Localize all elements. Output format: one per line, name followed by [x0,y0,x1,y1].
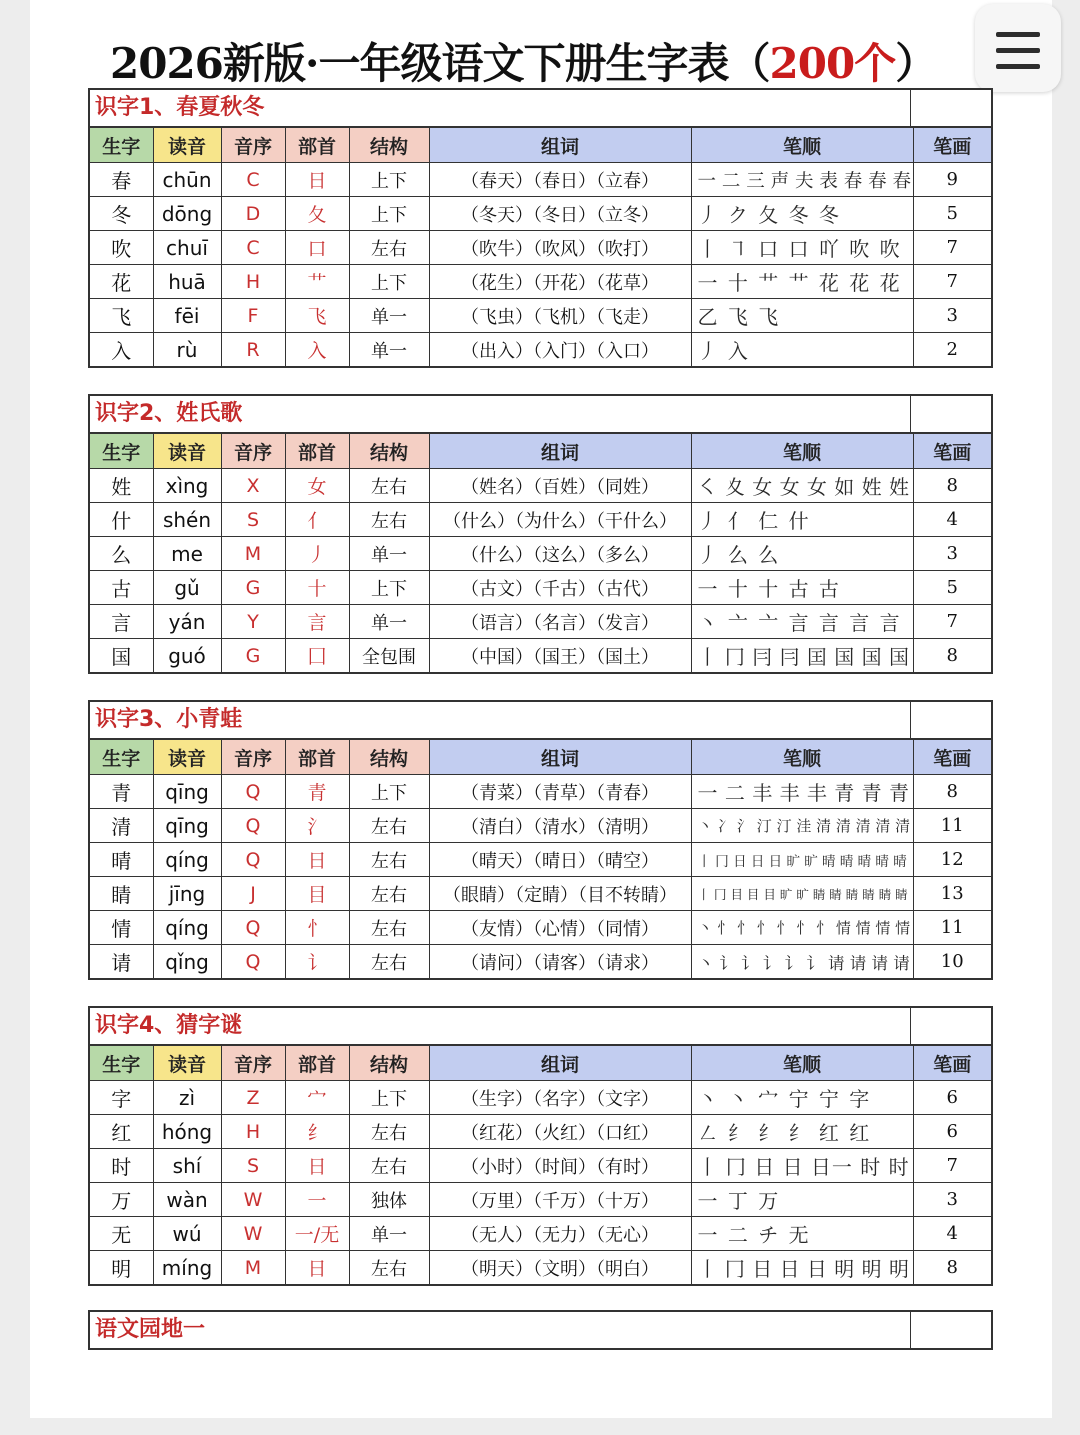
cell-pinyin: jīng [153,877,221,911]
cell-char: 晴 [90,843,153,877]
cell-char: 飞 [90,299,153,333]
table-row [90,571,991,605]
cell-pinyin: dōng [153,197,221,231]
cell-radical: 入 [285,333,349,367]
cell-words: （语言）（名言）（发言） [429,605,691,639]
cell-order: G [221,639,285,673]
column-header-strokes: 笔画 [913,1046,991,1081]
cell-strokes: 13 [913,877,991,911]
cell-char: 姓 [90,469,153,503]
cell-radical: 氵 [285,809,349,843]
cell-structure: 左右 [349,1149,429,1183]
cell-strokes: 6 [913,1081,991,1115]
column-header-char: 生字 [90,740,153,775]
lesson-section [88,88,993,368]
cell-words: （晴天）（晴日）（晴空） [429,843,691,877]
cell-radical: 女 [285,469,349,503]
cell-pinyin: shí [153,1149,221,1183]
column-header-radical: 部首 [285,434,349,469]
cell-char: 万 [90,1183,153,1217]
cell-strokes: 11 [913,911,991,945]
cell-words: （红花）（火红）（口红） [429,1115,691,1149]
cell-structure: 上下 [349,775,429,809]
table-row [90,299,991,333]
cell-order: Q [221,775,285,809]
column-header-order: 音序 [221,1046,285,1081]
lesson-section-next [88,1310,993,1350]
table-row [90,163,991,197]
cell-structure: 单一 [349,605,429,639]
lesson-title: 语文园地一 [95,1317,206,1342]
cell-radical: 忄 [285,911,349,945]
cell-structure: 左右 [349,469,429,503]
column-header-structure: 结构 [349,434,429,469]
column-header-stroke-order: 笔顺 [691,740,913,775]
cell-order: Q [221,843,285,877]
cell-strokes: 7 [913,1149,991,1183]
page-title [110,36,990,96]
lesson-header [90,396,991,433]
cell-order: G [221,571,285,605]
cell-strokes: 9 [913,163,991,197]
table-row [90,1115,991,1149]
cell-structure: 左右 [349,809,429,843]
table-row [90,809,991,843]
column-header-order: 音序 [221,434,285,469]
cell-radical: 夂 [285,197,349,231]
cell-stroke-order: 丿 么 么 [691,537,913,571]
column-header-structure: 结构 [349,128,429,163]
cell-structure: 上下 [349,265,429,299]
cell-words: （春天）（春日）（立春） [429,163,691,197]
cell-order: F [221,299,285,333]
lesson-title: 识字2、姓氏歌 [95,401,243,426]
cell-char: 国 [90,639,153,673]
table-row [90,1183,991,1217]
cell-stroke-order: 丨 冂 日 日 日 旷 旷 晴 晴 晴 晴 晴 [691,843,913,877]
lesson-header-blank [910,396,991,432]
cell-pinyin: wú [153,1217,221,1251]
column-header-words: 组词 [429,740,691,775]
lesson-header [90,90,991,127]
menu-icon-bar [996,64,1040,69]
cell-strokes: 6 [913,1115,991,1149]
cell-radical: 宀 [285,1081,349,1115]
cell-char: 红 [90,1115,153,1149]
table-row [90,1251,991,1285]
menu-button[interactable] [975,4,1061,92]
lesson-header [90,702,991,739]
cell-stroke-order: 丶 忄 忄 忄 忄 忄 忄 情 情 情 情 [691,911,913,945]
table-row [90,775,991,809]
cell-stroke-order: 丨 冂 冃 冃 囯 国 国 国 [691,639,913,673]
cell-order: W [221,1217,285,1251]
cell-radical: 日 [285,1149,349,1183]
cell-pinyin: wàn [153,1183,221,1217]
cell-stroke-order: 丨 冂 日 日 日 明 明 明 [691,1251,913,1285]
cell-strokes: 7 [913,605,991,639]
cell-words: （清白）（清水）（清明） [429,809,691,843]
cell-radical: 言 [285,605,349,639]
cell-char: 什 [90,503,153,537]
cell-pinyin: qǐng [153,945,221,979]
cell-stroke-order: ㇛ 夊 女 女 女 如 姓 姓 [691,469,913,503]
cell-strokes: 2 [913,333,991,367]
cell-stroke-order: 一 十 十 古 古 [691,571,913,605]
cell-words: （友情）（心情）（同情） [429,911,691,945]
cell-structure: 上下 [349,571,429,605]
column-header-words: 组词 [429,434,691,469]
cell-strokes: 11 [913,809,991,843]
lesson-section [88,394,993,674]
cell-char: 春 [90,163,153,197]
cell-order: H [221,265,285,299]
cell-pinyin: guó [153,639,221,673]
column-header-strokes: 笔画 [913,740,991,775]
column-header-radical: 部首 [285,1046,349,1081]
cell-structure: 左右 [349,877,429,911]
cell-stroke-order: 丶 讠 讠 讠 讠 讠 请 请 请 请 [691,945,913,979]
cell-char: 吹 [90,231,153,265]
cell-structure: 左右 [349,503,429,537]
cell-pinyin: fēi [153,299,221,333]
column-header-words: 组词 [429,1046,691,1081]
table-row [90,877,991,911]
column-header-structure: 结构 [349,1046,429,1081]
table-header-row [90,1046,991,1081]
cell-pinyin: míng [153,1251,221,1285]
table-row [90,1149,991,1183]
table-row [90,469,991,503]
cell-words: （青菜）（青草）（青春） [429,775,691,809]
column-header-order: 音序 [221,740,285,775]
cell-radical: 丿 [285,537,349,571]
cell-strokes: 8 [913,469,991,503]
cell-strokes: 3 [913,1183,991,1217]
cell-radical: 亻 [285,503,349,537]
cell-words: （明天）（文明）（明白） [429,1251,691,1285]
cell-order: C [221,231,285,265]
cell-structure: 单一 [349,299,429,333]
cell-char: 言 [90,605,153,639]
cell-pinyin: qíng [153,911,221,945]
cell-char: 古 [90,571,153,605]
cell-pinyin: xìng [153,469,221,503]
cell-stroke-order: 丨 冂 日 日 日一 时 时 [691,1149,913,1183]
cell-pinyin: chūn [153,163,221,197]
cell-char: 冬 [90,197,153,231]
cell-strokes: 8 [913,639,991,673]
cell-structure: 左右 [349,843,429,877]
cell-pinyin: huā [153,265,221,299]
cell-words: （飞虫）（飞机）（飞走） [429,299,691,333]
cell-order: C [221,163,285,197]
cell-pinyin: rù [153,333,221,367]
cell-char: 青 [90,775,153,809]
cell-structure: 上下 [349,163,429,197]
column-header-pinyin: 读音 [153,128,221,163]
table-row [90,1217,991,1251]
cell-pinyin: yán [153,605,221,639]
lesson-header-blank [910,90,991,126]
cell-stroke-order: 丿 入 [691,333,913,367]
character-table [90,433,991,672]
title-end: ） [895,39,937,88]
cell-pinyin: shén [153,503,221,537]
cell-strokes: 7 [913,265,991,299]
table-row [90,843,991,877]
cell-strokes: 3 [913,537,991,571]
cell-stroke-order: 乙 飞 飞 [691,299,913,333]
cell-stroke-order: 一 丁 万 [691,1183,913,1217]
lesson-header-blank [910,1312,991,1348]
cell-radical: 艹 [285,265,349,299]
cell-order: S [221,1149,285,1183]
cell-order: X [221,469,285,503]
cell-radical: 讠 [285,945,349,979]
column-header-stroke-order: 笔顺 [691,128,913,163]
table-row [90,605,991,639]
cell-stroke-order: 丶 丶 宀 宁 宁 字 [691,1081,913,1115]
cell-radical: 日 [285,843,349,877]
cell-radical: 口 [285,231,349,265]
cell-strokes: 4 [913,503,991,537]
cell-words: （小时）（时间）（有时） [429,1149,691,1183]
cell-pinyin: qíng [153,843,221,877]
lesson-header-blank [910,1008,991,1044]
cell-pinyin: gǔ [153,571,221,605]
lesson-header [90,1008,991,1045]
cell-order: Z [221,1081,285,1115]
column-header-pinyin: 读音 [153,1046,221,1081]
cell-words: （什么）（这么）（多么） [429,537,691,571]
cell-structure: 左右 [349,1115,429,1149]
lesson-section [88,700,993,980]
table-row [90,333,991,367]
cell-strokes: 5 [913,571,991,605]
column-header-structure: 结构 [349,740,429,775]
column-header-strokes: 笔画 [913,434,991,469]
column-header-pinyin: 读音 [153,434,221,469]
menu-icon-bar [996,48,1040,53]
cell-radical: 飞 [285,299,349,333]
cell-order: Q [221,809,285,843]
table-header-row [90,434,991,469]
lesson-header-blank [910,702,991,738]
cell-order: S [221,503,285,537]
cell-structure: 上下 [349,1081,429,1115]
table-row [90,231,991,265]
cell-radical: 日 [285,1251,349,1285]
cell-structure: 左右 [349,1251,429,1285]
cell-structure: 单一 [349,537,429,571]
cell-strokes: 10 [913,945,991,979]
cell-structure: 左右 [349,911,429,945]
cell-radical: 青 [285,775,349,809]
cell-stroke-order: 丶 冫 氵 汀 汀 洼 清 清 清 清 清 [691,809,913,843]
cell-strokes: 8 [913,1251,991,1285]
title-main: 2026新版·一年级语文下册生字表（ [110,39,770,88]
column-header-order: 音序 [221,128,285,163]
cell-stroke-order: 丶 亠 亠 言 言 言 言 [691,605,913,639]
cell-stroke-order: 丿 亻 仁 什 [691,503,913,537]
cell-words: （生字）（名字）（文字） [429,1081,691,1115]
character-table [90,1045,991,1284]
cell-order: M [221,537,285,571]
cell-order: D [221,197,285,231]
cell-strokes: 5 [913,197,991,231]
table-row [90,197,991,231]
cell-structure: 左右 [349,231,429,265]
column-header-char: 生字 [90,434,153,469]
column-header-pinyin: 读音 [153,740,221,775]
cell-stroke-order: 一 十 艹 艹 花 花 花 [691,265,913,299]
cell-order: W [221,1183,285,1217]
cell-pinyin: me [153,537,221,571]
column-header-stroke-order: 笔顺 [691,1046,913,1081]
cell-char: 请 [90,945,153,979]
cell-words: （出入）（入门）（入口） [429,333,691,367]
cell-radical: 目 [285,877,349,911]
cell-order: H [221,1115,285,1149]
cell-order: Q [221,945,285,979]
cell-words: （冬天）（冬日）（立冬） [429,197,691,231]
cell-structure: 独体 [349,1183,429,1217]
cell-pinyin: zì [153,1081,221,1115]
cell-pinyin: qīng [153,809,221,843]
cell-words: （吹牛）（吹风）（吹打） [429,231,691,265]
cell-strokes: 12 [913,843,991,877]
cell-char: 花 [90,265,153,299]
table-row [90,265,991,299]
cell-words: （古文）（千古）（古代） [429,571,691,605]
cell-structure: 左右 [349,945,429,979]
cell-char: 么 [90,537,153,571]
cell-structure: 上下 [349,197,429,231]
cell-pinyin: qīng [153,775,221,809]
cell-strokes: 4 [913,1217,991,1251]
lesson-title: 识字4、猜字谜 [95,1013,243,1038]
menu-icon-bar [996,32,1040,37]
cell-radical: 囗 [285,639,349,673]
cell-char: 明 [90,1251,153,1285]
cell-char: 入 [90,333,153,367]
cell-pinyin: hóng [153,1115,221,1149]
column-header-char: 生字 [90,1046,153,1081]
cell-order: Y [221,605,285,639]
column-header-words: 组词 [429,128,691,163]
table-row [90,503,991,537]
cell-order: R [221,333,285,367]
lesson-title: 识字1、春夏秋冬 [95,95,265,120]
table-row [90,537,991,571]
cell-stroke-order: 丨 冂 目 目 目 旷 旷 睛 睛 睛 睛 睛 睛 [691,877,913,911]
cell-words: （请问）（请客）（请求） [429,945,691,979]
cell-order: J [221,877,285,911]
column-header-radical: 部首 [285,128,349,163]
cell-char: 清 [90,809,153,843]
lesson-title: 识字3、小青蛙 [95,707,243,732]
table-row [90,1081,991,1115]
cell-stroke-order: 一 二 三 声 夫 表 春 春 春 [691,163,913,197]
cell-pinyin: chuī [153,231,221,265]
cell-stroke-order: ㇜ 纟 纟 纟 红 红 [691,1115,913,1149]
cell-radical: 日 [285,163,349,197]
table-row [90,639,991,673]
cell-words: （什么）（为什么）（干什么） [429,503,691,537]
table-row [90,911,991,945]
cell-stroke-order: 丿 ク 夂 冬 冬 [691,197,913,231]
table-header-row [90,740,991,775]
cell-strokes: 7 [913,231,991,265]
title-count: 200个 [769,39,896,88]
cell-structure: 单一 [349,1217,429,1251]
cell-stroke-order: 一 二 丰 丰 丰 青 青 青 [691,775,913,809]
cell-structure: 单一 [349,333,429,367]
cell-words: （无人）（无力）（无心） [429,1217,691,1251]
cell-order: Q [221,911,285,945]
cell-words: （万里）（千万）（十万） [429,1183,691,1217]
table-row [90,945,991,979]
cell-radical: 一 [285,1183,349,1217]
cell-words: （中国）（国王）（国土） [429,639,691,673]
cell-strokes: 8 [913,775,991,809]
cell-strokes: 3 [913,299,991,333]
cell-words: （花生）（开花）（花草） [429,265,691,299]
cell-char: 无 [90,1217,153,1251]
column-header-char: 生字 [90,128,153,163]
column-header-stroke-order: 笔顺 [691,434,913,469]
cell-structure: 全包围 [349,639,429,673]
cell-char: 时 [90,1149,153,1183]
cell-char: 字 [90,1081,153,1115]
cell-words: （姓名）（百姓）（同姓） [429,469,691,503]
cell-char: 情 [90,911,153,945]
column-header-radical: 部首 [285,740,349,775]
character-table [90,739,991,978]
cell-char: 睛 [90,877,153,911]
character-table [90,127,991,366]
cell-radical: 十 [285,571,349,605]
cell-stroke-order: 丨 ㇕ 口 口 吖 吹 吹 [691,231,913,265]
table-header-row [90,128,991,163]
cell-words: （眼睛）（定睛）（目不转睛） [429,877,691,911]
cell-stroke-order: 一 二 チ 无 [691,1217,913,1251]
cell-radical: 纟 [285,1115,349,1149]
cell-order: M [221,1251,285,1285]
column-header-strokes: 笔画 [913,128,991,163]
cell-radical: 一/无 [285,1217,349,1251]
lesson-section [88,1006,993,1286]
